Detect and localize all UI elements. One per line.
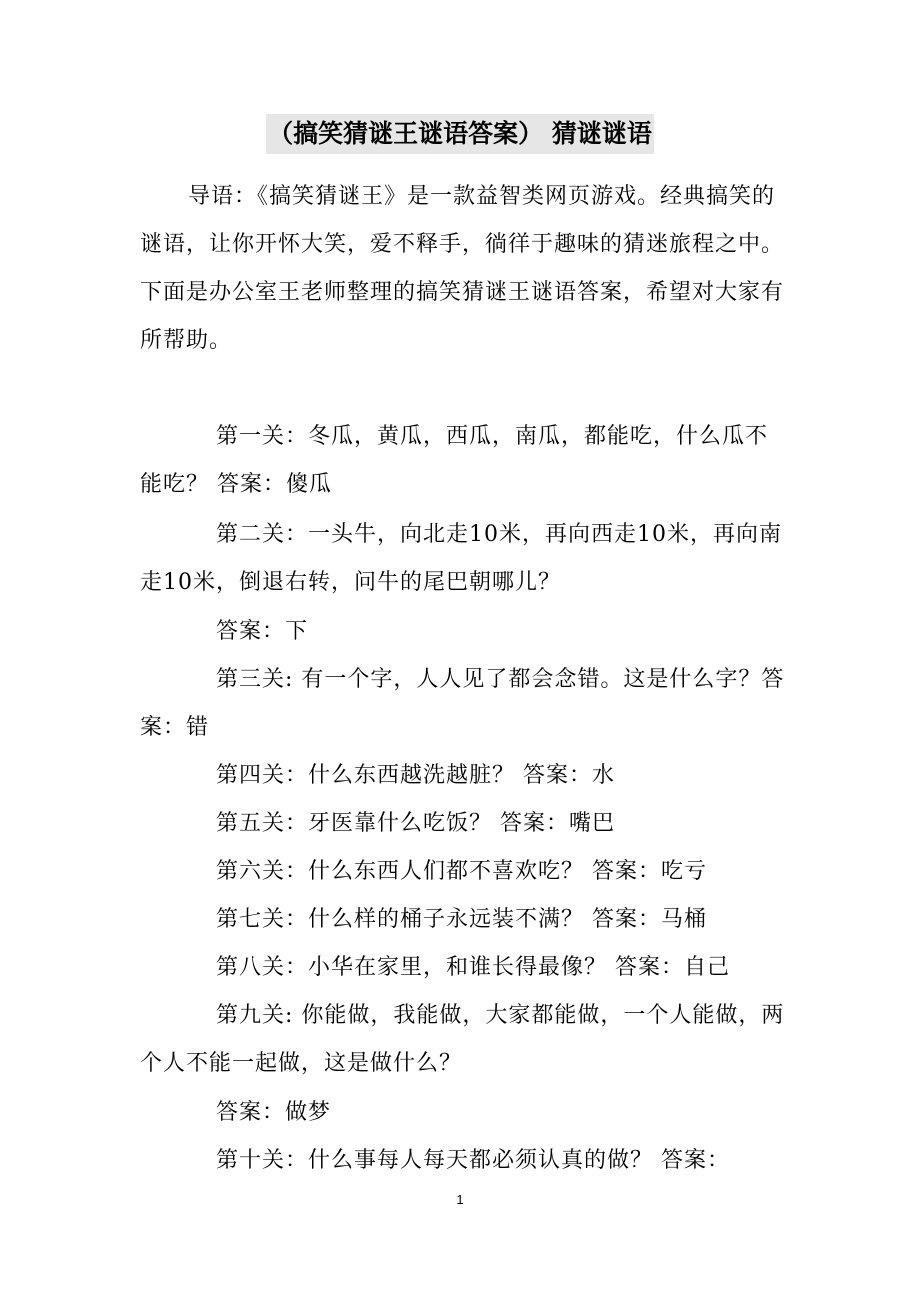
riddle-level-9: 第九关: 你能做，我能做，大家都能做，一个人能做，两个人不能一起做，这是做什么？ [140, 1003, 785, 1076]
riddle-level-10: 第十关：什么事每人每天都必须认真的做？ 答案： [216, 1148, 730, 1173]
document-title: （搞笑猜谜王谜语答案） 猜谜谜语 [266, 114, 654, 154]
riddle-level-3: 第三关: 有一个字，人人见了都会念错。这是什么字？答案：错 [140, 667, 785, 740]
title-container [0, 114, 920, 154]
page-number: 1 [456, 1192, 464, 1207]
riddle-level-1: 第一关：冬瓜，黄瓜，西瓜，南瓜，都能吃，什么瓜不能吃？ 答案：傻瓜 [140, 424, 769, 497]
riddle-level-2: 第二关：一头牛，向北走10米，再向西走10米，再向南走10米，倒退右转，问牛的尾巴朝哪儿？ [140, 522, 782, 595]
riddle-level-9-answer: 答案：做梦 [216, 1100, 332, 1125]
riddle-level-4: 第四关：什么东西越洗越脏？ 答案：水 [216, 763, 615, 788]
riddle-level-2-answer: 答案：下 [216, 619, 309, 644]
riddle-level-7: 第七关：什么样的桶子永远装不满？ 答案：马桶 [216, 907, 707, 932]
riddle-level-6: 第六关：什么东西人们都不喜欢吃？ 答案：吃亏 [216, 859, 707, 884]
riddle-level-5: 第五关：牙医靠什么吃饭？ 答案：嘴巴 [216, 811, 615, 836]
riddle-level-8: 第八关：小华在家里，和谁长得最像？ 答案：自己 [216, 955, 730, 980]
intro-paragraph: 导语：《搞笑猜谜王》是一款益智类网页游戏。经典搞笑的谜语，让你开怀大笑，爱不释手，徜徉于趣味的猜迷旅程之中。下面是办公室王老师整理的搞笑猜谜王谜语答案，希望对大家有所帮助。 [140, 184, 785, 353]
